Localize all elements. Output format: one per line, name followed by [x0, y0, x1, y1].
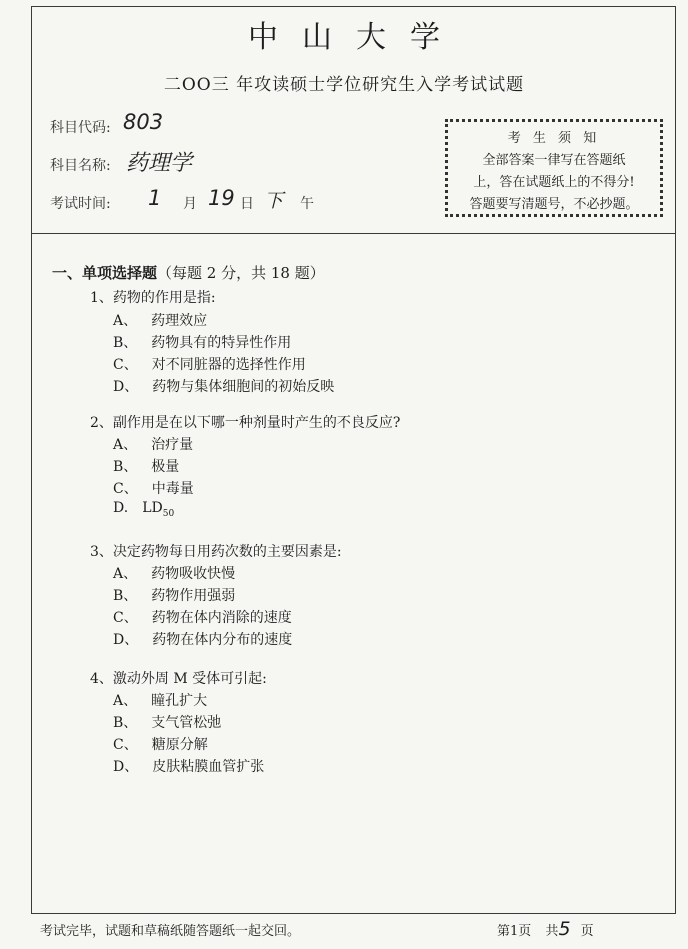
option-text: 药物作用强弱 [151, 588, 236, 604]
university-name: 中山大学 [248, 20, 464, 55]
option-text: 中毒量 [151, 481, 194, 497]
option [113, 712, 221, 732]
option-letter: C、 [113, 610, 138, 626]
ld-subscript: 50 [162, 508, 175, 519]
option [113, 456, 179, 476]
option-text: 治疗量 [151, 437, 194, 453]
exam-time-label: 考试时间: [50, 196, 111, 212]
option-letter: B、 [113, 715, 138, 731]
notice-line: 全部答案一律写在答题纸 [482, 153, 626, 168]
option [113, 607, 292, 627]
exam-time-period-unit: 午 [300, 196, 314, 212]
option-letter: A、 [113, 437, 138, 453]
option-letter: A、 [113, 566, 138, 582]
candidate-notice-box [445, 119, 663, 217]
subject-code-value: 803 [123, 110, 164, 134]
option-text: 药物吸收快慢 [151, 566, 236, 582]
option [113, 756, 264, 776]
option-letter: D、 [113, 759, 139, 775]
option [113, 563, 235, 583]
option [113, 376, 334, 396]
option-text: 极量 [151, 459, 180, 475]
option-letter: C、 [113, 737, 138, 753]
question-4: 4、激动外周 M 受体可引起: [90, 671, 267, 687]
option-text: 药理效应 [151, 313, 208, 329]
page-number [497, 918, 594, 940]
option [113, 434, 193, 454]
option-text: 支气管松弛 [151, 715, 222, 731]
exam-title: 二OO三 年攻读硕士学位研究生入学考试试题 [163, 75, 525, 95]
option [113, 629, 292, 649]
subject-name-label: 科目名称: [50, 158, 111, 174]
option-letter: B、 [113, 335, 138, 351]
exam-time-day-unit: 日 [240, 196, 254, 212]
option-text: 糖原分解 [151, 737, 208, 753]
total-prefix: 共 [545, 924, 559, 939]
option-text: 药物在体内分布的速度 [152, 632, 293, 648]
option [113, 310, 207, 330]
option-letter: D、 [113, 379, 139, 395]
option-letter: C、 [113, 481, 138, 497]
total-suffix: 页 [580, 924, 594, 939]
option [113, 332, 291, 352]
option [113, 478, 194, 498]
question-2: 2、副作用是在以下哪一种剂量时产生的不良反应? [90, 415, 401, 431]
option-letter: D、 [113, 632, 139, 648]
option [113, 354, 306, 374]
option-letter: D. [113, 500, 129, 516]
option-text: 对不同脏器的选择性作用 [151, 357, 306, 373]
option-text: 药物具有的特异性作用 [151, 335, 292, 351]
notice-line: 答题要写清题号，不必抄题。 [469, 197, 639, 212]
question-3: 3、决定药物每日用药次数的主要因素是: [90, 544, 342, 560]
footer-instruction: 考试完毕，试题和草稿纸随答题纸一起交回。 [40, 924, 301, 939]
section-heading [52, 262, 325, 283]
option [113, 734, 208, 754]
option-text: 瞳孔扩大 [151, 693, 208, 709]
option-letter: A、 [113, 693, 138, 709]
section-title: 一、单项选择题 [52, 264, 158, 282]
option [113, 690, 207, 710]
option [113, 500, 174, 519]
question-1: 1、药物的作用是指: [90, 290, 216, 306]
option-text: 药物与集体细胞间的初始反映 [152, 379, 335, 395]
notice-title: 考 生 须 知 [507, 131, 601, 146]
option-letter: C、 [113, 357, 138, 373]
option-text: 药物在体内消除的速度 [151, 610, 292, 626]
option-letter: B、 [113, 459, 138, 475]
option-letter: A、 [113, 313, 138, 329]
exam-time-period: 下 [264, 190, 284, 212]
option-text: 皮肤粘膜血管扩张 [152, 759, 265, 775]
exam-time-month: 1 [148, 186, 162, 210]
option-letter: B、 [113, 588, 138, 604]
exam-time-month-unit: 月 [183, 196, 197, 212]
subject-name-value: 药理学 [126, 151, 193, 176]
total-pages: 5 [558, 918, 571, 940]
option-text [142, 500, 175, 519]
ld-text: LD [142, 500, 163, 516]
option [113, 585, 235, 605]
exam-time-day: 19 [208, 186, 235, 210]
subject-code-label: 科目代码: [50, 120, 111, 136]
section-note: （每题 2 分，共 18 题） [157, 264, 325, 282]
page-label: 第1页 [497, 924, 532, 939]
notice-line: 上，答在试题纸上的不得分! [473, 175, 635, 190]
